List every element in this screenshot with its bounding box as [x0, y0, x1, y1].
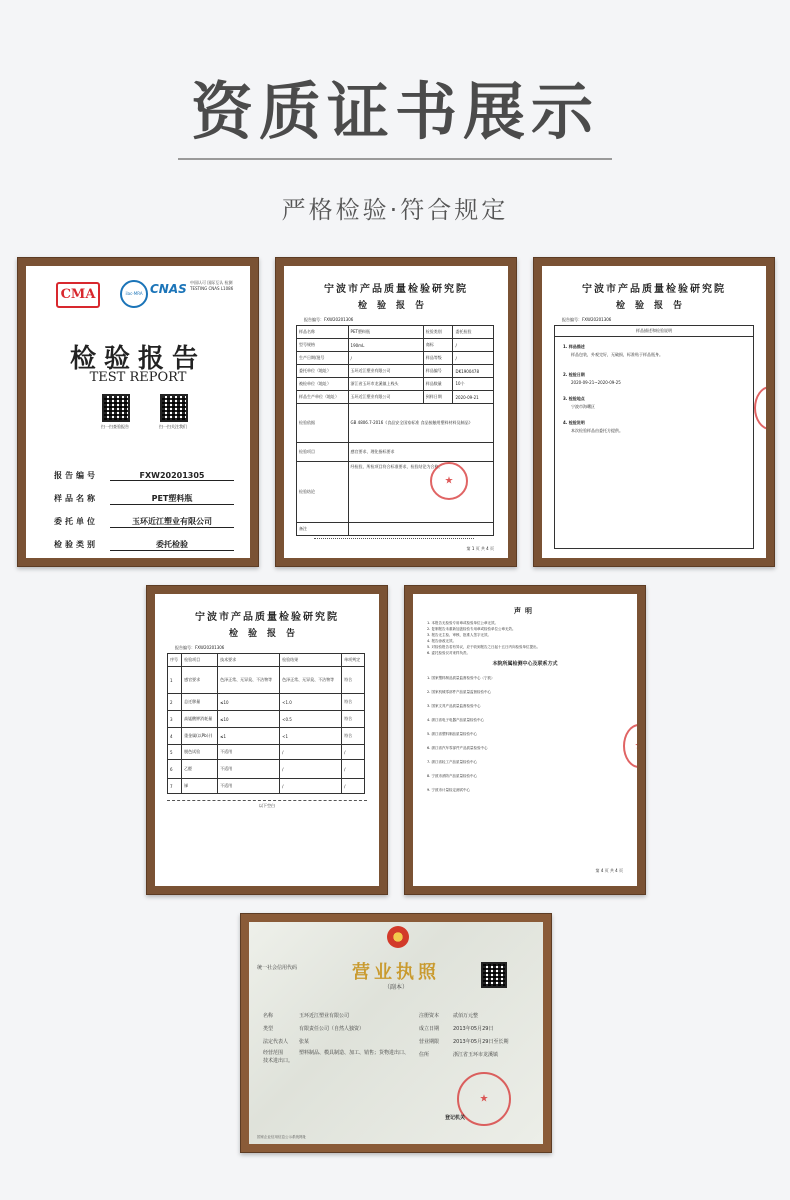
- table-cell: 4: [168, 728, 182, 745]
- table-cell: /: [342, 745, 365, 760]
- qr-caption: 扫一扫关注我们: [159, 424, 187, 429]
- table-cell: DK1900478: [453, 365, 494, 378]
- report-title: 检验报告: [228, 629, 305, 639]
- note-line: 5. 对检验报告若有异议，应于收到报告之日起十五日内向检验单位提出。: [427, 645, 540, 649]
- table-cell: /: [453, 352, 494, 365]
- section-text: 宁波市海曙区: [571, 404, 595, 409]
- table-row: [168, 667, 365, 694]
- field-value: PET塑料瓶: [110, 493, 234, 505]
- table-header-row: [168, 654, 365, 667]
- table-cell: 7: [168, 779, 182, 794]
- cover-info-row: [54, 510, 234, 533]
- contact-line: 9. 宁波市计量检定测试中心: [427, 788, 470, 792]
- table-cell: /: [453, 339, 494, 352]
- table-row: [297, 326, 494, 339]
- cover-info-row: [54, 464, 234, 487]
- certificate-paper: [413, 594, 637, 886]
- table-cell: 商标: [423, 339, 453, 352]
- table-cell: 玉环近江塑业有限公司: [348, 365, 423, 378]
- results-table: [167, 653, 365, 794]
- signature-line: [314, 528, 474, 539]
- section-title: 2. 检验日期: [563, 372, 585, 377]
- license-left-fields: [263, 1010, 413, 1065]
- table-cell: 感官要求、理化指标要求: [348, 443, 493, 462]
- table-cell: 不适用: [218, 779, 280, 794]
- table-cell: 委托单位（地址）: [297, 365, 349, 378]
- license-field: 营业期限 2013年05月29日至长期: [419, 1039, 509, 1045]
- table-row: [168, 745, 365, 760]
- license-paper: [249, 922, 543, 1144]
- field-value: 委托检验: [110, 539, 234, 551]
- certificate-frame-report-results[interactable]: [146, 585, 388, 895]
- table-cell: 备注: [297, 523, 349, 536]
- cnas-logo: CNAS: [150, 282, 187, 296]
- license-field: 住所 浙江省玉环市龙溪镇: [419, 1052, 499, 1058]
- table-cell: 样品等级: [423, 352, 453, 365]
- section-title: 1. 样品描述: [563, 344, 585, 349]
- table-cell: 5: [168, 745, 182, 760]
- contact-line: 8. 宁波市消防产品质量检验中心: [427, 774, 477, 778]
- table-header: 检验结果: [280, 654, 342, 667]
- section-title: 3. 检验地点: [563, 396, 585, 401]
- table-cell: 符合: [342, 711, 365, 728]
- table-cell: 生产日期/批号: [297, 352, 349, 365]
- section-title: 4. 检验说明: [563, 420, 585, 425]
- certificate-frame-report-page-1[interactable]: [275, 257, 517, 567]
- license-title: 营业执照: [352, 962, 440, 983]
- table-cell: 乙醛: [182, 760, 218, 779]
- table-cell: 感官要求: [182, 667, 218, 694]
- field-label: 报告编号: [54, 471, 98, 480]
- certificate-paper: [155, 594, 379, 886]
- cover-info-list: [54, 464, 234, 556]
- certificate-paper: [26, 266, 250, 558]
- contact-line: 4. 浙江省电子电器产品质量检验中心: [427, 718, 484, 722]
- institute-name: 宁波市产品质量检验研究院: [324, 284, 468, 295]
- page-number: 第 1 页 共 4 页: [466, 546, 494, 551]
- license-field: 类型 有限责任公司（自然人独资）: [263, 1026, 365, 1032]
- report-title: 检验报告: [615, 301, 692, 311]
- ilac-logo: ilac-MRA: [120, 280, 148, 308]
- report-title: 检验报告: [69, 344, 206, 374]
- statement-notes: [427, 620, 623, 656]
- certificate-frame-business-license[interactable]: [240, 913, 552, 1153]
- table-cell: 190mL: [348, 339, 423, 352]
- official-seal: [430, 462, 468, 500]
- table-cell: <1.0: [280, 694, 342, 711]
- table-cell: 重金属(以Pb计): [182, 728, 218, 745]
- report-subtitle-en: TEST REPORT: [89, 370, 187, 385]
- contact-line: 5. 浙江省塑料制品质量检验中心: [427, 732, 477, 736]
- page-number: 第 4 页 共 4 页: [595, 868, 623, 873]
- table-cell: 被检单位（地址）: [297, 378, 349, 391]
- note-line: 1. 本报告无检验专用章或检验单位公章无效。: [427, 621, 498, 625]
- description-box: [554, 325, 754, 549]
- table-cell: /: [342, 779, 365, 794]
- table-cell: /: [280, 779, 342, 794]
- certificate-paper: [284, 266, 508, 558]
- title-divider: [178, 158, 612, 160]
- report-number: 报告编号：FXW20201306: [562, 317, 612, 322]
- table-cell: GB 4806.7-2016《食品安全国家标准 食品接触用塑料材料及制品》: [348, 404, 493, 443]
- qr-caption: 扫一扫查验报告: [101, 424, 129, 429]
- certificate-paper: [542, 266, 766, 558]
- note-line: 4. 报告涂改无效。: [427, 639, 456, 643]
- table-cell: 检验结论: [297, 462, 349, 523]
- license-field: 经营范围 塑料制品、模具制造、加工、销售；货物进出口、技术进出口。: [263, 1050, 410, 1064]
- table-cell: 到样日期: [423, 391, 453, 404]
- contact-line: 2. 国家机械零部件产品质量监督检验中心: [427, 690, 491, 694]
- authority-label: 登记机关: [445, 1115, 466, 1121]
- table-header: 技术要求: [218, 654, 280, 667]
- table-cell: 2: [168, 694, 182, 711]
- registration-seal: [457, 1072, 511, 1126]
- contact-line: 1. 国家塑料制品质量监督检验中心（宁波）: [427, 676, 495, 680]
- institute-name: 宁波市产品质量检验研究院: [582, 284, 726, 295]
- edge-seal: [754, 386, 766, 430]
- table-cell: ≤10: [218, 711, 280, 728]
- national-emblem-icon: [387, 926, 409, 948]
- table-cell: 检验依据: [297, 404, 349, 443]
- table-header: 序号: [168, 654, 182, 667]
- table-row: [297, 352, 494, 365]
- license-field: 法定代表人 张某: [263, 1039, 310, 1045]
- table-row: [297, 339, 494, 352]
- contact-line: 6. 浙江省汽车零部件产品质量检验中心: [427, 746, 488, 750]
- contact-line: 7. 浙江省轻工产品质量检验中心: [427, 760, 477, 764]
- table-cell: 委托检验: [453, 326, 494, 339]
- note-line: 2. 复制报告未重新加盖检验专用章或检验单位公章无效。: [427, 627, 516, 631]
- cover-info-row: [54, 487, 234, 510]
- table-row: [168, 711, 365, 728]
- table-cell: 色泽正常、无异臭、不洁物等: [280, 667, 342, 694]
- field-label: 样品名称: [54, 494, 98, 503]
- contact-heading: 本院所属检测中心及联系方式: [492, 661, 558, 667]
- field-label: 检验类别: [54, 540, 98, 549]
- table-cell: 玉环近江塑业有限公司: [348, 391, 423, 404]
- section-text: 本次检验样品由委托方提供。: [571, 428, 623, 433]
- table-cell: 检验类别: [423, 326, 453, 339]
- table-cell: 10个: [453, 378, 494, 391]
- table-cell: 样品数量: [423, 378, 453, 391]
- report-title: 检验报告: [357, 301, 434, 311]
- contact-line: 3. 国家文具产品质量监督检验中心: [427, 704, 481, 708]
- section-heading: 样品描述和检验说明: [555, 326, 753, 337]
- certificate-frame-test-report-cover[interactable]: [17, 257, 259, 567]
- table-cell: 锑: [182, 779, 218, 794]
- table-header: 单项判定: [342, 654, 365, 667]
- table-cell: <0.5: [280, 711, 342, 728]
- table-row: [168, 694, 365, 711]
- end-note: 以下空白: [167, 800, 367, 809]
- note-line: 6. 委托检验仅对来样负责。: [427, 651, 470, 655]
- table-cell: ≤10: [218, 694, 280, 711]
- table-cell: 符合: [342, 728, 365, 745]
- license-footer: 国家企业信用信息公示系统网址: [257, 1135, 306, 1139]
- table-cell: /: [348, 352, 423, 365]
- table-cell: 样品名称: [297, 326, 349, 339]
- license-field: 注册资本 贰佰万元整: [419, 1013, 479, 1019]
- table-cell: 色泽正常、无异臭、不洁物等: [218, 667, 280, 694]
- table-cell: 检验项目: [297, 443, 349, 462]
- edge-seal: [623, 724, 637, 768]
- table-row: [297, 391, 494, 404]
- table-row: [168, 728, 365, 745]
- table-cell: ≤1: [218, 728, 280, 745]
- qr-code: [481, 962, 507, 988]
- cnas-caption: 中国认可 国际互认 检测 TESTING CNAS L1086: [190, 280, 234, 291]
- cover-info-row: [54, 533, 234, 556]
- qr-code: [160, 394, 188, 422]
- credit-code-label: 统一社会信用代码: [257, 965, 298, 971]
- table-row: [297, 365, 494, 378]
- certificate-frame-statement[interactable]: [404, 585, 646, 895]
- table-cell: 3: [168, 711, 182, 728]
- table-cell: /: [342, 760, 365, 779]
- description-content: [555, 337, 753, 441]
- statement-heading: 声明: [514, 607, 536, 615]
- page-title: 资质证书展示: [190, 75, 599, 148]
- report-number: 报告编号：FXW20201306: [304, 317, 354, 322]
- table-cell: PET塑料瓶: [348, 326, 423, 339]
- table-cell: 经检验，所检项目符合标准要求，检验结论为合格。: [348, 462, 493, 523]
- table-cell: 脱色试验: [182, 745, 218, 760]
- institute-name: 宁波市产品质量检验研究院: [195, 612, 339, 623]
- table-cell: 总迁移量: [182, 694, 218, 711]
- certificate-frame-report-page-2[interactable]: [533, 257, 775, 567]
- table-cell: 高锰酸钾消耗量: [182, 711, 218, 728]
- table-cell: 符合: [342, 694, 365, 711]
- table-cell: /: [280, 760, 342, 779]
- report-number: 报告编号：FXW20201306: [175, 645, 225, 650]
- license-right-fields: [419, 1010, 539, 1062]
- field-label: 委托单位: [54, 517, 98, 526]
- contact-list: [427, 671, 623, 797]
- note-line: 3. 报告无主检、审核、批准人签字无效。: [427, 633, 491, 637]
- table-cell: 6: [168, 760, 182, 779]
- table-row: [297, 378, 494, 391]
- section-text: 样品包装，外观完好，无破损，标准贴于样品瓶身。: [571, 352, 663, 357]
- table-row: [297, 443, 494, 462]
- table-cell: 不适用: [218, 760, 280, 779]
- sample-info-table: [296, 325, 494, 536]
- table-cell: 型号规格: [297, 339, 349, 352]
- field-value: 玉环近江塑业有限公司: [110, 516, 234, 528]
- section-text: 2020-09-21~2020-09-25: [571, 380, 621, 385]
- table-row: [297, 404, 494, 443]
- table-cell: 符合: [342, 667, 365, 694]
- license-field: 名称 玉环近江塑业有限公司: [263, 1013, 350, 1019]
- cma-logo: CMA: [56, 282, 100, 308]
- table-cell: 样品生产单位（地址）: [297, 391, 349, 404]
- table-row: [168, 779, 365, 794]
- license-field: 成立日期 2013年05月29日: [419, 1026, 494, 1032]
- license-copy-label: （副本）: [383, 984, 408, 991]
- table-cell: /: [280, 745, 342, 760]
- table-cell: 浙江省玉环市龙溪镇上栈头: [348, 378, 423, 391]
- page-subtitle: 严格检验·符合规定: [281, 196, 509, 224]
- table-header: 检验项目: [182, 654, 218, 667]
- field-value: FXW20201305: [110, 471, 234, 481]
- table-cell: 2020-09-21: [453, 391, 494, 404]
- table-cell: 不适用: [218, 745, 280, 760]
- table-cell: <1: [280, 728, 342, 745]
- table-cell: 样品编号: [423, 365, 453, 378]
- table-cell: 1: [168, 667, 182, 694]
- table-row: [168, 760, 365, 779]
- qr-code: [102, 394, 130, 422]
